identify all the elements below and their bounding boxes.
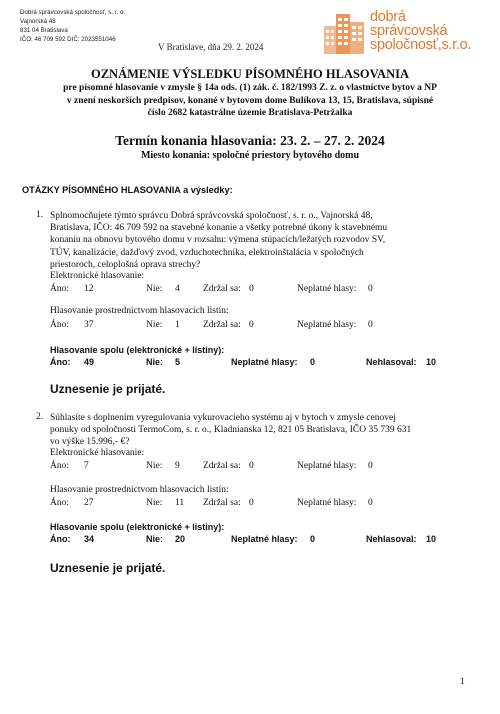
yes-count: 37 — [84, 320, 94, 330]
invalid-count: 0 — [368, 498, 373, 508]
company-logo — [322, 10, 492, 56]
yes-count: 27 — [84, 498, 94, 508]
question-1-result: Uznesenie je prijaté. — [50, 382, 166, 396]
abstain-count: 0 — [249, 320, 254, 330]
question-text-line: priestoroch, celoplošná oprava strechy? — [50, 259, 201, 270]
question-1-number: 1. — [36, 210, 44, 220]
subtitle-line: číslo 2682 katastrálne územie Bratislava-Petržalka — [147, 108, 353, 118]
logo-line-2: správcovská — [370, 23, 448, 39]
electronic-voting-label: Elektronické hlasovanie: — [50, 448, 145, 458]
question-text-line: vo výške 15.996,- €? — [50, 437, 130, 448]
yes-count: 12 — [84, 284, 94, 294]
no-label: Nie: — [146, 498, 163, 508]
question-2-result: Uznesenie je prijaté. — [50, 561, 166, 575]
not-voted-label: Nehlasoval: — [366, 357, 417, 367]
electronic-voting-label: Elektronické hlasovanie: — [50, 271, 145, 281]
invalid-label: Neplatné hlasy: — [297, 320, 357, 330]
electronic-voting-row — [50, 284, 480, 296]
no-label: Nie: — [146, 357, 164, 367]
page-number: 1 — [460, 677, 465, 687]
not-voted-count: 10 — [426, 357, 437, 367]
abstain-label: Zdržal sa: — [203, 284, 241, 294]
question-2-text — [50, 412, 470, 449]
question-text-line: Splnomocňujete týmto správcu Dobrá správcovská spoločnosť, s. r. o., Vajnorská 48, — [50, 211, 373, 221]
no-label: Nie: — [146, 320, 163, 330]
paper-voting-row — [50, 320, 480, 332]
subtitle-line: v znení neskorších predpisov, konané v bytovom dome Bulíkova 13, 15, Bratislava, súpisné — [66, 95, 434, 106]
total-voting-row — [50, 534, 480, 546]
no-label: Nie: — [146, 534, 164, 544]
no-label: Nie: — [146, 461, 163, 471]
invalid-label: Neplatné hlasy: — [297, 461, 357, 471]
abstain-label: Zdržal sa: — [203, 498, 241, 508]
invalid-count: 0 — [368, 461, 373, 471]
not-voted-count: 10 — [426, 534, 437, 544]
abstain-label: Zdržal sa: — [203, 461, 241, 471]
yes-label: Áno: — [50, 320, 69, 330]
yes-label: Áno: — [50, 534, 71, 544]
logo-line-1: dobrá — [370, 9, 406, 25]
yes-count: 49 — [84, 357, 95, 367]
invalid-label: Neplatné hlasy: — [231, 534, 298, 544]
total-voting-label: Hlasovanie spolu (elektronické + listiny): — [50, 522, 225, 532]
question-text-line: ponuky od spoločnosti TermoCom, s. r. o., Kladnianska 12, 821 05 Bratislava, IČO 35 739 631 — [50, 425, 412, 436]
abstain-label: Zdržal sa: — [203, 320, 241, 330]
paper-voting-label: Hlasovanie prostredníctvom hlasovacích listín: — [50, 485, 229, 495]
date-line: V Bratislave, dňa 29. 2. 2024 — [158, 42, 264, 52]
section-title: OTÁZKY PÍSOMNÉHO HLASOVANIA a výsledky: — [22, 185, 233, 195]
paper-voting-row — [50, 498, 480, 510]
yes-count: 34 — [84, 534, 95, 544]
yes-count: 7 — [84, 461, 89, 471]
question-text-line: TÚV, kanalizácie, dažďový zvod, vzduchotechnika, elektroinštalácia v spoločných — [50, 247, 364, 258]
invalid-count: 0 — [310, 534, 316, 544]
question-1-text — [50, 210, 470, 271]
logo-line-3: spoločnosť,s.r.o. — [370, 37, 472, 53]
invalid-count: 0 — [368, 284, 373, 294]
invalid-label: Neplatné hlasy: — [297, 498, 357, 508]
abstain-count: 0 — [249, 498, 254, 508]
total-voting-row — [50, 357, 480, 369]
no-label: Nie: — [146, 284, 163, 294]
yes-label: Áno: — [50, 284, 69, 294]
electronic-voting-row — [50, 461, 480, 473]
invalid-label: Neplatné hlasy: — [297, 284, 357, 294]
abstain-count: 0 — [249, 461, 254, 471]
paper-voting-label: Hlasovanie prostredníctvom hlasovacích listín: — [50, 306, 229, 316]
total-voting-label: Hlasovanie spolu (elektronické + listiny): — [50, 345, 225, 355]
question-text-line: Bratislava, IČO: 46 709 592 na stavebné konanie a všetky potrebné úkony k stavebnému — [50, 223, 388, 234]
company-ids: IČO: 46 709 592 DIČ: 2023551046 — [20, 36, 116, 43]
company-city: 831 04 Bratislava — [20, 27, 68, 34]
voting-term: Termín konania hlasovania: 23. 2. – 27. 2. 2024 — [115, 133, 385, 148]
no-count: 11 — [175, 498, 185, 508]
yes-label: Áno: — [50, 498, 69, 508]
building-logo-icon — [322, 10, 368, 56]
no-count: 9 — [175, 461, 180, 471]
company-name: Dobrá správcovská spoločnosť, s. r. o. — [20, 9, 126, 16]
company-street: Vajnorská 48 — [20, 18, 56, 25]
not-voted-label: Nehlasoval: — [366, 534, 417, 544]
yes-label: Áno: — [50, 461, 69, 471]
logo-text — [370, 10, 471, 52]
no-count: 1 — [175, 320, 180, 330]
document-subtitle — [44, 82, 456, 120]
document-title: OZNÁMENIE VÝSLEDKU PÍSOMNÉHO HLASOVANIA — [91, 67, 409, 81]
subtitle-line: pre písomné hlasovanie v zmysle § 14a ods. (1) zák. č. 182/1993 Z. z. o vlastníctve bytov a NP — [63, 83, 437, 93]
question-2-number: 2. — [36, 412, 44, 422]
no-count: 4 — [175, 284, 180, 294]
invalid-count: 0 — [368, 320, 373, 330]
yes-label: Áno: — [50, 357, 71, 367]
invalid-label: Neplatné hlasy: — [231, 357, 298, 367]
voting-place: Miesto konania: spoločné priestory bytového domu — [140, 150, 360, 161]
abstain-count: 0 — [249, 284, 254, 294]
no-count: 20 — [175, 534, 186, 544]
invalid-count: 0 — [310, 357, 316, 367]
company-address — [20, 8, 125, 44]
no-count: 5 — [175, 357, 181, 367]
question-text-line: konaniu na obnovu bytového domu v rozsahu: výmena stúpacích/ležatých rozvodov SV, — [50, 235, 386, 246]
question-text-line: Súhlasíte s doplnením vyregulovania vykurovacieho systému aj v bytoch v zmysle cenovej — [50, 413, 396, 423]
